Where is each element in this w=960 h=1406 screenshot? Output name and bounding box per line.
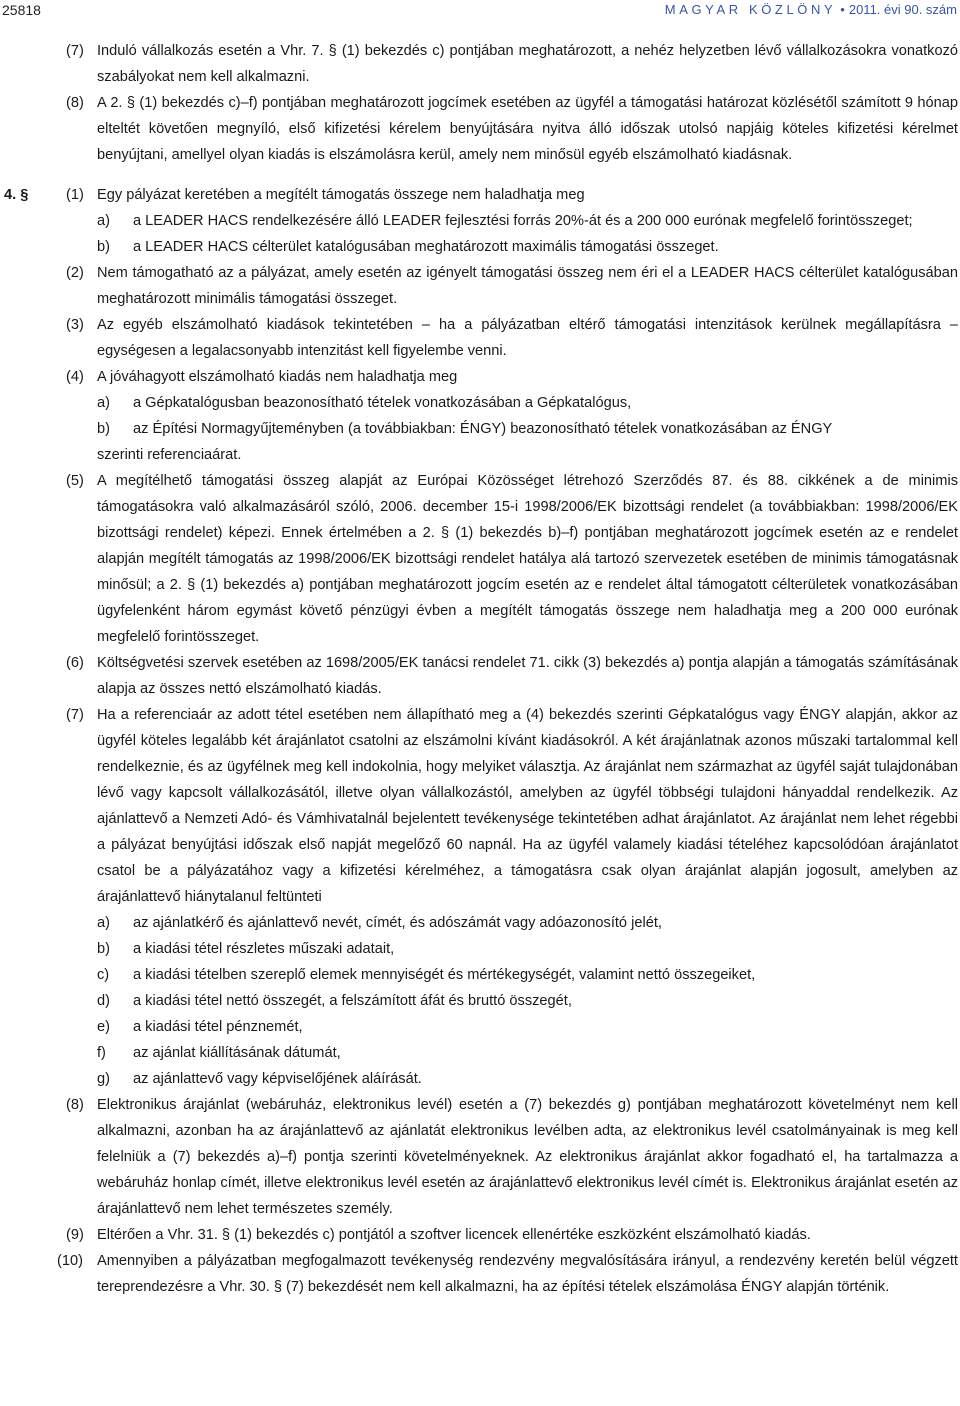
list-item-label: e) — [97, 1019, 110, 1035]
paragraph-7 — [0, 702, 960, 910]
list-item-text: a kiadási tétel pénznemét, — [133, 1019, 303, 1035]
bullet-separator: • — [840, 2, 845, 17]
list-item — [0, 1066, 960, 1092]
paragraph-6 — [0, 650, 960, 702]
list-item-label: b) — [97, 239, 110, 255]
paragraph-text: A 2. § (1) bekezdés c)–f) pontjában meghatározott jogcímek esetében az ügyfél a támogatási határozat közlésétől számított 9 hónap elteltét követően megnyíló, első kifizetési kérelem benyújtására nyitva álló időszak utolsó napjáig köteles kifizetési kérelmet benyújtani, amellyel olyan kiadás is elszámolásra kerül, amely nem minősül egyéb elszámolható kiadásnak. — [97, 95, 958, 163]
paragraph-number: (1) — [66, 187, 84, 203]
paragraph-4 — [0, 364, 960, 390]
paragraph-number: (8) — [66, 1097, 84, 1113]
list-item — [0, 936, 960, 962]
paragraph-7 — [0, 38, 960, 90]
list-item-label: b) — [97, 421, 110, 437]
list-item-label: a) — [97, 395, 110, 411]
list-item-text: a Gépkatalógusban beazonosítható tételek vonatkozásában a Gépkatalógus, — [133, 395, 632, 411]
list-item-text: az Építési Normagyűjteményben (a továbbiakban: ÉNGY) beazonosítható tételek vonatkozásában az ÉNGY — [133, 421, 833, 437]
paragraph-number: (9) — [66, 1227, 84, 1243]
continuation-text: szerinti referenciaárat. — [97, 447, 242, 463]
paragraph-number: (8) — [66, 95, 84, 111]
paragraph-number: (7) — [66, 707, 84, 723]
list-item-label: b) — [97, 941, 110, 957]
list-item-label: d) — [97, 993, 110, 1009]
list-item — [0, 962, 960, 988]
paragraph-text: Eltérően a Vhr. 31. § (1) bekezdés c) pontjától a szoftver licencek ellenértéke eszközként elszámolható kiadás. — [97, 1227, 811, 1243]
paragraph-number: (7) — [66, 43, 84, 59]
list-item — [0, 208, 960, 234]
paragraph-text: Egy pályázat keretében a megítélt támogatás összege nem haladhatja meg — [97, 187, 585, 203]
list-item-text: a kiadási tétel nettó összegét, a felszámított áfát és bruttó összegét, — [133, 993, 572, 1009]
paragraph-number: (2) — [66, 265, 84, 281]
paragraph-number: (5) — [66, 473, 84, 489]
journal-header — [665, 0, 957, 20]
paragraph-text: Ha a referenciaár az adott tétel esetében nem állapítható meg a (4) bekezdés szerinti Gépkatalógus vagy ÉNGY alapján, akkor az ügyfél köteles legalább két árajánlatot csatolni az elszámolni kívánt kiadásokról. A két árajánlatnak azonos műszaki tartalommal kell rendelkeznie, és az ügyfélnek meg kell indokolnia, hogy melyiket választja. Az árajánlat nem származhat az ügyfél saját tulajdonában lévő vagy kapcsolt vállalkozásától, illetve olyan vállalkozástól, amelyben az ügyfél többségi tulajdoni hányaddal rendelkezik. Az ajánlattevő a Nemzeti Adó- és Vámhivatalnál bejelentett tevékenysége tekintetében adhat árajánlatot. Az árajánlat nem lehet régebbi a pályázat benyújtási időszak első napját megelőző 60 napnál. Ha az ügyfél valamely kiadási tételéhez kapcsolódóan árajánlatot csatol be a pályázatához vagy a kifizetési kérelméhez, a támogatásra csak olyan árajánlat alapján jogosult, amelyben az árajánlattevő hiánytalanul feltünteti — [97, 707, 958, 905]
paragraph-10 — [0, 1248, 960, 1300]
list-item-text: a kiadási tételben szereplő elemek mennyiségét és mértékegységét, valamint nettó összegeiket, — [133, 967, 756, 983]
paragraph-text: Költségvetési szervek esetében az 1698/2005/EK tanácsi rendelet 71. cikk (3) bekezdés a) pontja alapján a támogatás számításának alapja az összes nettó elszámolható kiadás. — [97, 655, 958, 697]
list-item — [0, 390, 960, 416]
list-item-text: a kiadási tétel részletes műszaki adatait, — [133, 941, 395, 957]
paragraph-text: Elektronikus árajánlat (webáruház, elektronikus levél) esetén a (7) bekezdés g) pontjában meghatározott követelményt nem kell alkalmazni, azonban ha az árajánlattevő az ajánlatát elektronikus levélben adta, az elektronikus levél csatolmányainak is meg kell felelniük a (7) bekezdés a)–f) pontja szerinti követelményeknek. Az elektronikus árajánlat akkor fogadható el, ha tartalmazza a webáruház honlap címét, illetve elektronikus levél esetén az árajánlattevő elektronikus levél címét is. Elektronikus árajánlat esetén az árajánlattevő nem lehet természetes személy. — [97, 1097, 958, 1217]
list-item-text: a LEADER HACS rendelkezésére álló LEADER fejlesztési forrás 20%-át és a 200 000 eurónak megfelelő forintösszeget; — [133, 213, 913, 229]
list-item — [0, 1014, 960, 1040]
list-item-text: az ajánlatkérő és ajánlattevő nevét, címét, és adószámát vagy adóazonosító jelét, — [133, 915, 662, 931]
paragraph-8 — [0, 90, 960, 168]
paragraph-text: Induló vállalkozás esetén a Vhr. 7. § (1) bekezdés c) pontjában meghatározott, a nehéz helyzetben lévő vállalkozásokra vonatkozó szabályokat nem kell alkalmazni. — [97, 43, 958, 85]
journal-title: MAGYAR KÖZLÖNY — [664, 2, 837, 17]
list-item-label: c) — [97, 967, 110, 983]
list-item-label: f) — [97, 1045, 106, 1061]
page-number: 25818 — [2, 2, 41, 18]
paragraph-text: A megítélhető támogatási összeg alapját az Európai Közösséget létrehozó Szerződés 87. és 88. cikkének a de minimis támogatásokra való alkalmazásáról szóló, 2006. december 15-i 1998/2006/EK bizottsági rendelet (a továbbiakban: 1998/2006/EK bizottsági rendelet) képezi. Ennek értelmében a 2. § (1) bekezdés b)–f) pontjában meghatározott jogcímek esetén az e rendelet alapján megítélt támogatás az 1998/2006/EK bizottsági rendelet hatálya alá tartozó szervezetek esetében de minimis támogatásnak minősül; a 2. § (1) bekezdés a) pontjában meghatározott jogcím esetén az e rendelet által támogatott célterületek vonatkozásában ügyfelenként három egymást követő pénzügyi évben a megítélt támogatás összege nem haladhatja meg a 200 000 eurónak megfelelő forintösszeget. — [97, 473, 958, 645]
list-item — [0, 988, 960, 1014]
section-label: 4. § — [4, 187, 29, 203]
paragraph-5 — [0, 468, 960, 650]
paragraph-9 — [0, 1222, 960, 1248]
list-item-text: az ajánlat kiállításának dátumát, — [133, 1045, 341, 1061]
paragraph-number: (10) — [57, 1253, 83, 1269]
list-item-text: az ajánlattevő vagy képviselőjének aláírását. — [133, 1071, 422, 1087]
list-item-label: a) — [97, 213, 110, 229]
issue-number: 2011. évi 90. szám — [848, 2, 957, 17]
document-body — [0, 38, 960, 1300]
paragraph-number: (6) — [66, 655, 84, 671]
list-item-label: g) — [97, 1071, 110, 1087]
list-item-text: a LEADER HACS célterület katalógusában meghatározott maximális támogatási összeget. — [133, 239, 719, 255]
page-header — [0, 0, 960, 22]
list-item-label: a) — [97, 915, 110, 931]
section-4-paragraph-1 — [0, 182, 960, 208]
list-item — [0, 416, 960, 442]
paragraph-text: Az egyéb elszámolható kiadások tekintetében – ha a pályázatban eltérő támogatási intenzitások kerülnek megállapításra – egységesen a legalacsonyabb intenzitást kell figyelembe venni. — [97, 317, 958, 359]
paragraph-number: (4) — [66, 369, 84, 385]
paragraph-number: (3) — [66, 317, 84, 333]
list-item — [0, 234, 960, 260]
paragraph-text: A jóváhagyott elszámolható kiadás nem haladhatja meg — [97, 369, 458, 385]
paragraph-text: Nem támogatható az a pályázat, amely esetén az igényelt támogatási összeg nem éri el a LEADER HACS célterület katalógusában meghatározott minimális támogatási összeget. — [97, 265, 958, 307]
paragraph-8 — [0, 1092, 960, 1222]
list-item — [0, 1040, 960, 1066]
paragraph-2 — [0, 260, 960, 312]
list-item — [0, 910, 960, 936]
paragraph-3 — [0, 312, 960, 364]
paragraph-text: Amennyiben a pályázatban megfogalmazott tevékenység rendezvény megvalósítására irányul, a rendezvény keretén belül végzett tereprendezésre a Vhr. 30. § (7) bekezdését nem kell alkalmazni, ha az építési tételek elszámolása ÉNGY alapján történik. — [97, 1253, 958, 1295]
